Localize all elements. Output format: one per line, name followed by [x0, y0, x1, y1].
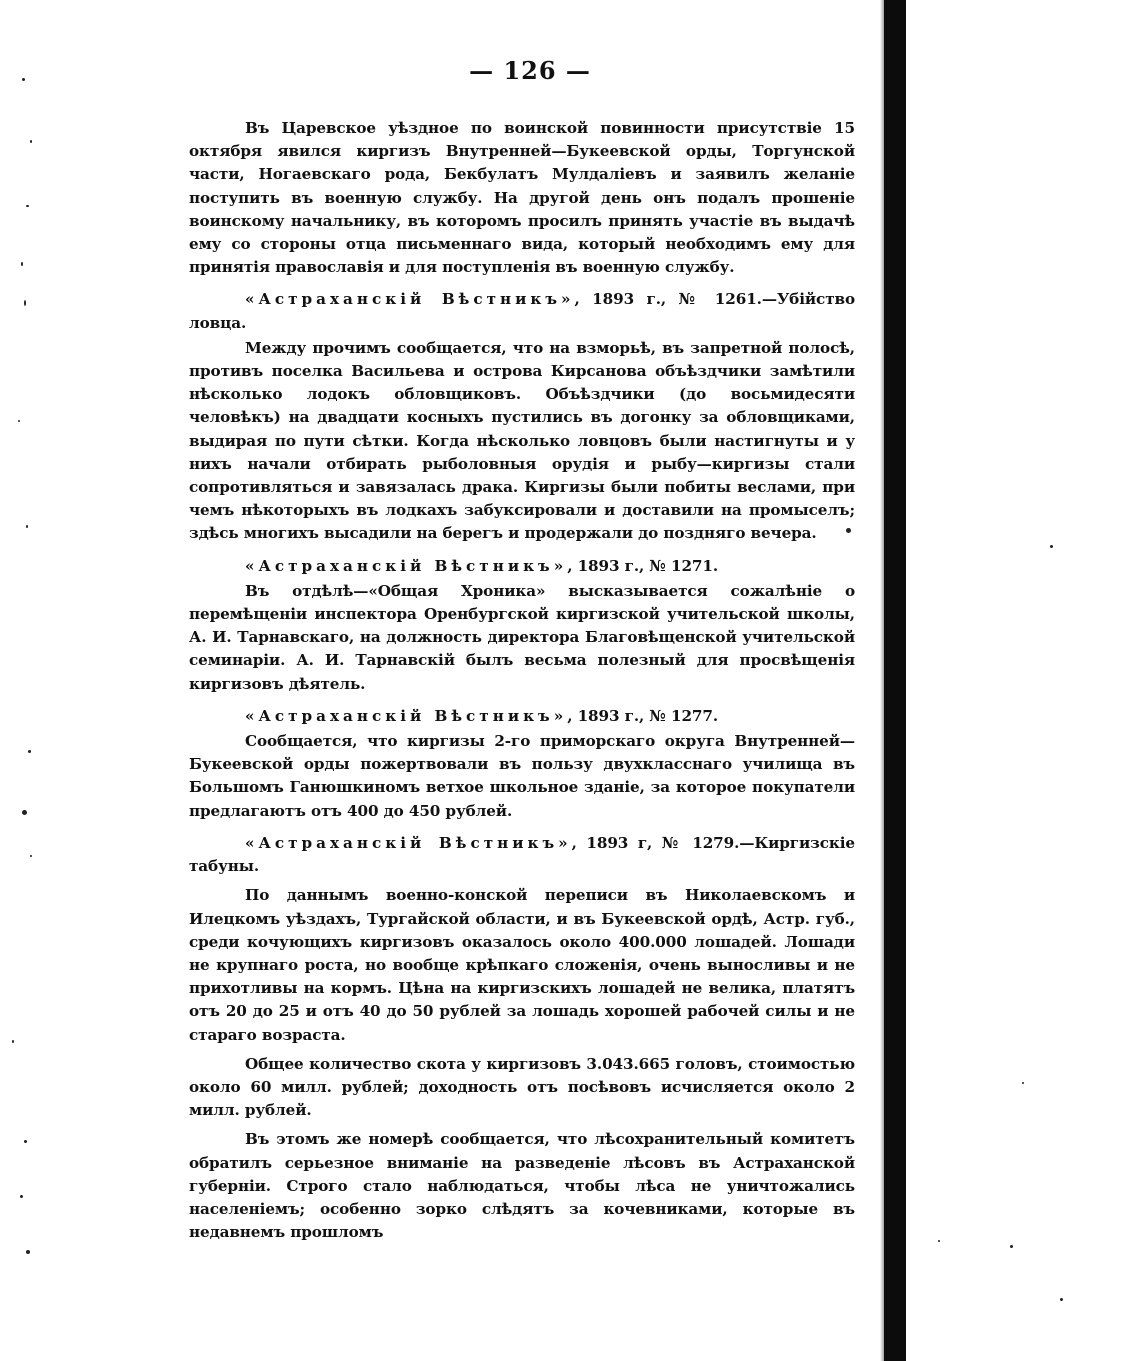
- scan-speck: [26, 205, 29, 207]
- entry-citation: , 1893 г., № 1277.: [567, 706, 719, 725]
- body-text: [189, 117, 855, 1244]
- scan-speck: [24, 300, 26, 306]
- scan-speck: [28, 750, 31, 753]
- paragraph-forest-committee: Въ этомъ же номерѣ сообщается, что лѣсохранительный комитетъ обратилъ серьезное вниманіе на разведеніе лѣсовъ въ Астраханской губерніи. Строго стало наблюдаться, чтобы лѣса не уничтожались населеніемъ; особенно зорко слѣдятъ за кочевниками, которые въ недавнемъ прошломъ: [189, 1130, 855, 1242]
- scan-speck: [22, 810, 27, 815]
- entry-citation: , 1893 г., № 1271.: [567, 556, 719, 575]
- scan-speck: [12, 1040, 14, 1043]
- scan-speck: [20, 1195, 23, 1198]
- scan-speck: [18, 420, 20, 422]
- scan-speck: [30, 140, 32, 143]
- paragraph-fisherman-murder: Между прочимъ сообщается, что на взморьѣ, въ запретной полосѣ, противъ поселка Васильева и острова Кирсанова объѣздчики замѣтили нѣсколько лодокъ обловщиковъ. Объѣздчики (до восьмидесяти человѣкъ) на двадцати косныхъ пустились въ догонку за обловщиками, выдирая по пути сѣтки. Когда нѣсколько ловцовъ были настигнуты и у нихъ начали отбирать рыболовныя орудія и рыбу—киргизы стали сопротивляться и завязалась драка. Киргизы были побиты веслами, при чемъ нѣкоторыхъ въ лодкахъ забуксировали и доставили на промыселъ; здѣсь многихъ высадили на берегъ и продержали до поздняго вечера.: [189, 338, 855, 543]
- entry-heading-1277: [189, 705, 855, 728]
- paragraph-tsarevsk-recruit: Въ Царевское уѣздное по воинской повинности присутствіе 15 октября явился киргизъ Внутренней—Букеевской орды, Торгунской части, Ногаевскаго рода, Бекбулатъ Мулдаліевъ и заявилъ желаніе поступить въ военную службу. На другой день онъ подалъ прошеніе воинскому начальнику, въ которомъ просилъ принять участіе въ выдачѣ ему со стороны отца письменнаго вида, который необходимъ ему для принятія православія и для поступленія въ военную службу.: [189, 119, 855, 277]
- book-spine: [884, 0, 906, 1361]
- paragraph-school-donation: Сообщается, что киргизы 2-го приморскаго округа Внутренней—Букеевской орды пожертвовали въ пользу двухкласснаго училища въ Большомъ Ганюшкиномъ ветхое школьное зданіе, за которое покупатели предлагаютъ отъ 400 до 450 рублей.: [189, 732, 855, 820]
- newspaper-title: «Астраханскій Вѣстникъ»: [245, 290, 575, 309]
- scan-speck: [26, 1250, 30, 1254]
- newspaper-title: «Астраханскій Вѣстникъ»: [245, 556, 568, 575]
- scan-speck: [26, 525, 28, 528]
- entry-heading-1271: [189, 555, 855, 578]
- scan-speck: [938, 1240, 940, 1242]
- scan-speck: [24, 1140, 27, 1143]
- entry-heading-1279: [189, 832, 855, 878]
- paragraph-inspector-transfer: Въ отдѣлѣ—«Общая Хроника» высказывается сожалѣніе о перемѣщеніи инспектора Оренбургской киргизской учительской школы, А. И. Тарнавскаго, на должность директора Благовѣщенской учительской семинаріи. А. И. Тарнавскій былъ весьма полезный для просвѣщенія киргизовъ дѣятель.: [189, 581, 855, 693]
- paragraph-livestock-total: Общее количество скота у киргизовъ 3.043.665 головъ, стоимостью около 60 милл. рублей; доходность отъ посѣвовъ исчисляется около 2 милл. рублей.: [189, 1054, 855, 1120]
- entry-heading-1261: [189, 288, 855, 334]
- newspaper-title: «Астраханскій Вѣстникъ»: [245, 833, 572, 852]
- entry-citation: , 1893 г., № 1261.—Убійство ловца.: [189, 290, 855, 332]
- entry-citation: , 1893 г, № 1279.—Киргизскіе табуны.: [189, 833, 855, 876]
- scan-speck: [1050, 545, 1053, 548]
- scan-speck: [1060, 1298, 1063, 1301]
- newspaper-title: «Астраханскій Вѣстникъ»: [245, 706, 568, 725]
- scan-speck: [30, 855, 32, 857]
- scan-speck: [22, 78, 25, 81]
- scan-speck: [21, 262, 23, 266]
- page-number: — 126 —: [469, 56, 591, 85]
- scan-speck: [1022, 1082, 1024, 1084]
- paragraph-horse-census: По даннымъ военно-конской переписи въ Николаевскомъ и Илецкомъ уѣздахъ, Тургайской области, и въ Букеевской ордѣ, Астр. губ., среди кочующихъ киргизовъ оказалось около 400.000 лошадей. Лошади не крупнаго роста, но вообще крѣпкаго сложенія, очень выносливы и не прихотливы на кормъ. Цѣна на киргизскихъ лошадей не велика, платятъ отъ 20 до 25 и отъ 40 до 50 рублей за лошадь хорошей рабочей силы и не стараго возраста.: [189, 886, 855, 1044]
- scan-speck: [1010, 1245, 1013, 1248]
